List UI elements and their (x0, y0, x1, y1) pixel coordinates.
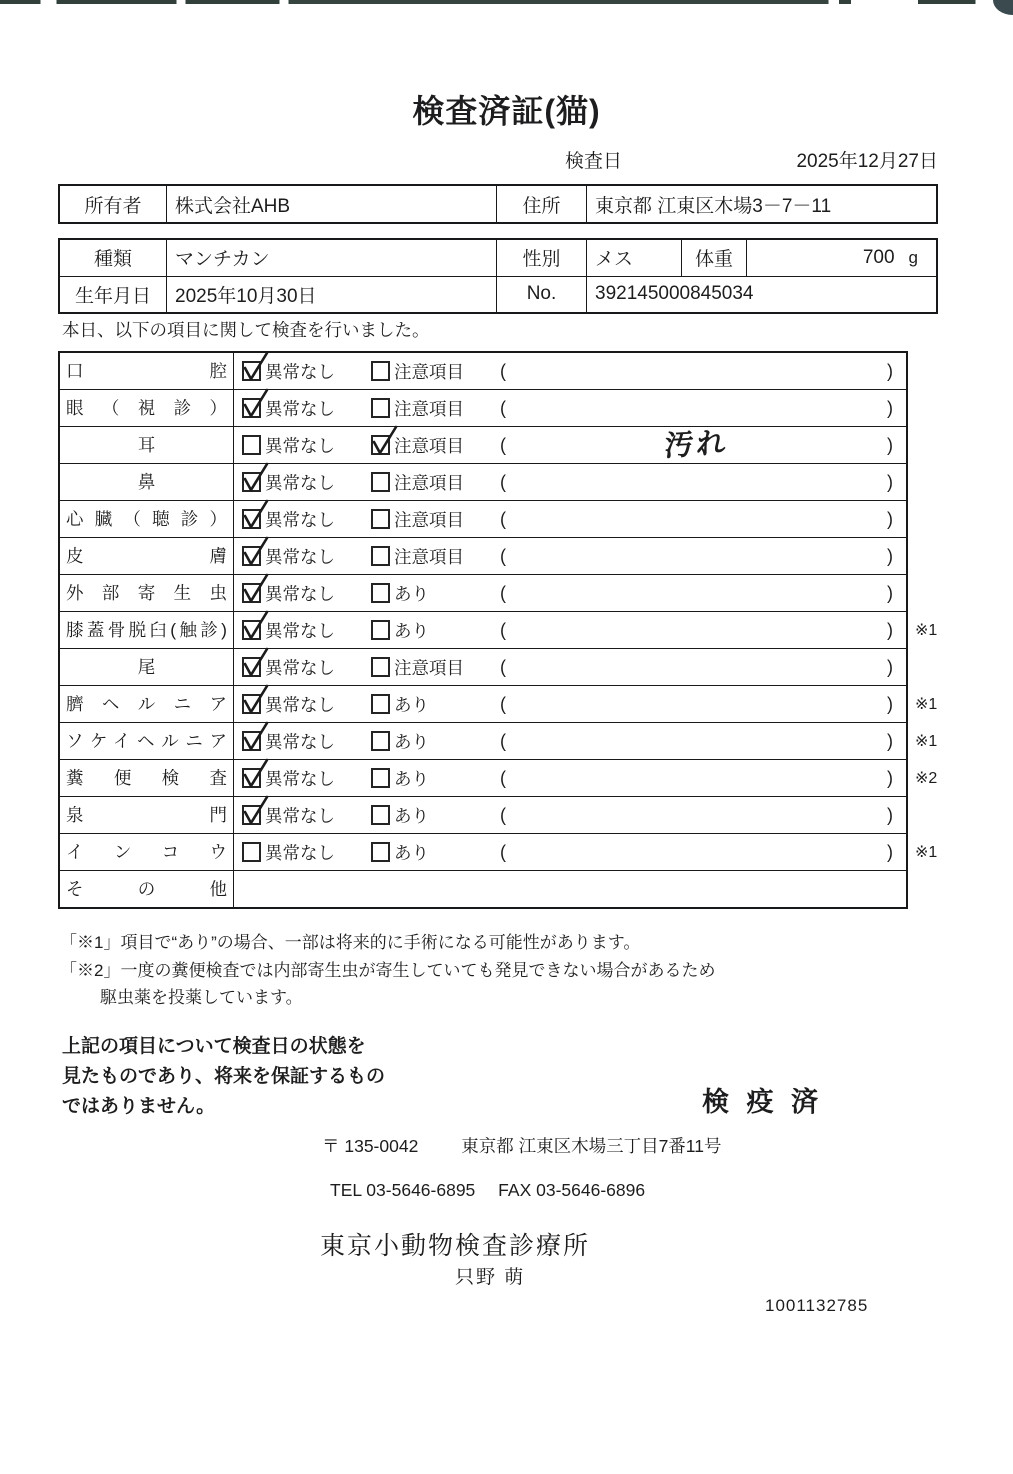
checkbox-unchecked (371, 657, 390, 677)
exam-option (371, 729, 500, 754)
open-paren: ( (500, 471, 506, 492)
exam-note (500, 620, 906, 641)
exam-option (371, 840, 500, 865)
exam-option-label: 注意項目 (394, 361, 464, 382)
exam-option-label: 注意項目 (394, 398, 464, 419)
exam-option (242, 840, 371, 865)
address-label: 住所 (497, 186, 587, 222)
exam-note (500, 694, 906, 715)
exam-note (500, 842, 906, 863)
disclaimer-text (62, 1032, 385, 1122)
exam-option-label: 異常なし (265, 398, 335, 419)
owner-value: 株式会社AHB (167, 186, 497, 222)
quarantine-passed-stamp: 検 疫 済 (702, 1087, 824, 1117)
exam-row (60, 501, 906, 538)
close-paren: ) (887, 693, 893, 714)
footnote-mark: ※1 (915, 622, 938, 639)
exam-option-label: あり (394, 805, 429, 826)
checkbox-checked (242, 805, 261, 825)
disclaimer-line-2: 見たものであり、将来を保証するもの (62, 1066, 386, 1087)
exam-item-label: 泉門 (60, 797, 234, 833)
exam-note (500, 657, 906, 678)
checkbox-unchecked (371, 731, 390, 751)
exam-note (500, 805, 906, 826)
handwritten-note (506, 731, 886, 751)
close-paren: ) (887, 545, 893, 566)
exam-option (371, 803, 500, 828)
close-paren: ) (887, 767, 893, 788)
exam-note (500, 583, 906, 604)
checkbox-checked (242, 657, 261, 677)
close-paren: ) (887, 434, 893, 455)
handwritten-checkmark-icon (239, 387, 271, 420)
exam-item-label: 外部寄生虫 (60, 575, 234, 611)
exam-item-label: ソケイヘルニア (60, 723, 234, 759)
exam-row (60, 538, 906, 575)
footnote-1: 「※1」項目で“あり”の場合、一部は将来的に手術になる可能性があります。 (60, 933, 641, 952)
exam-option (242, 618, 371, 643)
owner-table (58, 184, 938, 224)
exam-note (500, 426, 906, 463)
checkbox-checked (242, 546, 261, 566)
handwritten-note (506, 694, 886, 714)
exam-option (242, 729, 371, 754)
exam-option-label: 注意項目 (394, 509, 464, 530)
exam-option (371, 581, 500, 606)
weight-value-cell (747, 240, 936, 276)
checkbox-checked (242, 509, 261, 529)
open-paren: ( (500, 656, 506, 677)
handwritten-checkmark-icon (239, 461, 271, 494)
exam-option-label: あり (394, 731, 429, 752)
open-paren: ( (500, 397, 506, 418)
exam-row (60, 797, 906, 834)
open-paren: ( (500, 767, 506, 788)
handwritten-note (506, 583, 886, 603)
open-paren: ( (500, 508, 506, 529)
exam-option-label: 異常なし (265, 509, 335, 530)
handwritten-note (506, 842, 886, 862)
handwritten-checkmark-icon (239, 535, 271, 568)
exam-option (242, 470, 371, 495)
checkbox-unchecked (371, 472, 390, 492)
exam-row (60, 353, 906, 390)
exam-option-label: 異常なし (265, 435, 335, 456)
intro-text: 本日、以下の項目に関して検査を行いました。 (62, 320, 430, 340)
open-paren: ( (500, 434, 506, 455)
exam-row-body (234, 390, 906, 426)
footnote-mark: ※1 (915, 844, 938, 861)
breed-value: マンチカン (167, 240, 497, 276)
exam-row-body (234, 649, 906, 685)
exam-option-label: 異常なし (265, 694, 335, 715)
exam-option (242, 544, 371, 569)
exam-item-label: その他 (60, 871, 234, 907)
exam-option (371, 470, 500, 495)
checkbox-unchecked (371, 768, 390, 788)
exam-option (242, 692, 371, 717)
exam-row-body (234, 464, 906, 500)
exam-option-label: 異常なし (265, 472, 335, 493)
exam-option-label: 異常なし (265, 361, 335, 382)
clinic-address-line (322, 1133, 721, 1158)
exam-option-label: 異常なし (265, 768, 335, 789)
exam-note (500, 361, 906, 382)
exam-option-label: あり (394, 694, 429, 715)
clinic-phone-line (330, 1180, 645, 1201)
handwritten-note (506, 509, 886, 529)
checkbox-checked (242, 768, 261, 788)
close-paren: ) (887, 804, 893, 825)
exam-option-label: あり (394, 842, 429, 863)
handwritten-checkmark-icon (239, 350, 271, 383)
exam-item-label: 糞便検査 (60, 760, 234, 796)
exam-row-body (234, 797, 906, 833)
handwritten-checkmark-icon (239, 720, 271, 753)
exam-row-body (234, 760, 906, 796)
handwritten-note (506, 768, 886, 788)
exam-option (242, 766, 371, 791)
checkbox-checked (371, 435, 390, 455)
exam-option (242, 433, 371, 458)
sex-value: メス (587, 240, 682, 276)
exam-note (500, 472, 906, 493)
handwritten-checkmark-icon (239, 609, 271, 642)
microchip-no-label: No. (497, 277, 587, 313)
open-paren: ( (500, 804, 506, 825)
footnote-mark: ※1 (915, 733, 938, 750)
close-paren: ) (887, 471, 893, 492)
close-paren: ) (887, 841, 893, 862)
inspection-date-label: 検査日 (565, 151, 623, 172)
handwritten-note: 汚れ (663, 426, 730, 463)
open-paren: ( (500, 693, 506, 714)
handwritten-checkmark-icon (239, 646, 271, 679)
exam-option-label: 異常なし (265, 546, 335, 567)
exam-row (60, 427, 906, 464)
handwritten-note (506, 546, 886, 566)
pet-info-table (58, 238, 938, 314)
exam-option (242, 359, 371, 384)
exam-row (60, 834, 938, 871)
exam-item-label: 膝蓋骨脱臼(触診) (60, 612, 234, 648)
checkbox-unchecked (371, 620, 390, 640)
open-paren: ( (500, 582, 506, 603)
exam-row (60, 612, 938, 649)
exam-item-label: 皮膚 (60, 538, 234, 574)
open-paren: ( (500, 841, 506, 862)
exam-option-label: 注意項目 (394, 435, 464, 456)
handwritten-note (506, 361, 886, 381)
breed-label: 種類 (60, 240, 167, 276)
scan-artifact-top (0, 0, 1013, 4)
handwritten-note (506, 472, 886, 492)
checkbox-unchecked (371, 398, 390, 418)
exam-option (242, 803, 371, 828)
exam-option (371, 544, 500, 569)
close-paren: ) (887, 656, 893, 677)
exam-row-body (234, 834, 906, 870)
inspection-date-value: 2025年12月27日 (796, 151, 938, 172)
checkbox-unchecked (371, 509, 390, 529)
exam-note (500, 398, 906, 419)
exam-option-label: 異常なし (265, 583, 335, 604)
handwritten-checkmark-icon (368, 424, 400, 457)
open-paren: ( (500, 545, 506, 566)
checkbox-checked (242, 398, 261, 418)
exam-option-label: 異常なし (265, 620, 335, 641)
exam-option (242, 396, 371, 421)
exam-option-label: 異常なし (265, 805, 335, 826)
exam-table (58, 351, 938, 909)
disclaimer-line-1: 上記の項目について検査日の状態を (62, 1036, 366, 1057)
checkbox-unchecked (371, 361, 390, 381)
open-paren: ( (500, 619, 506, 640)
checkbox-checked (242, 620, 261, 640)
exam-row-body (234, 575, 906, 611)
open-paren: ( (500, 360, 506, 381)
pet-row-breed (60, 240, 936, 277)
checkbox-checked (242, 361, 261, 381)
exam-note (500, 546, 906, 567)
close-paren: ) (887, 360, 893, 381)
clinic-name: 東京小動物検査診療所 (320, 1232, 591, 1260)
birthdate-value: 2025年10月30日 (167, 277, 497, 313)
clinic-street-address: 東京都 江東区木場三丁目7番11号 (461, 1136, 722, 1156)
exam-option-label: 異常なし (265, 657, 335, 678)
checkbox-checked (242, 694, 261, 714)
exam-option-label: 注意項目 (394, 657, 464, 678)
scan-artifact-corner (993, 0, 1013, 15)
exam-option (242, 507, 371, 532)
clinic-tel: TEL 03-5646-6895 (330, 1180, 476, 1200)
checkbox-unchecked (371, 546, 390, 566)
exam-option (371, 692, 500, 717)
exam-item-label: 尾 (60, 649, 234, 685)
exam-option (371, 433, 500, 458)
exam-option (371, 396, 500, 421)
exam-item-label: 眼（視診） (60, 390, 234, 426)
checkbox-checked (242, 583, 261, 603)
handwritten-checkmark-icon (239, 498, 271, 531)
exam-row (60, 760, 938, 797)
handwritten-note (506, 398, 886, 418)
exam-option (371, 655, 500, 680)
page-title: 検査済証(猫) (412, 93, 601, 129)
exam-row (60, 575, 906, 612)
close-paren: ) (887, 619, 893, 640)
exam-row (60, 723, 938, 760)
exam-note (500, 509, 906, 530)
exam-item-label: 耳 (60, 427, 234, 463)
footnote-mark: ※2 (915, 770, 938, 787)
exam-row-body (234, 686, 906, 722)
exam-row-body (234, 427, 906, 463)
exam-row (60, 871, 906, 907)
exam-option-label: 異常なし (265, 731, 335, 752)
footnote-2-continued: 駆虫薬を投薬しています。 (100, 988, 303, 1007)
exam-item-label: 心臓（聴診） (60, 501, 234, 537)
footnote-2: 「※2」一度の糞便検査では内部寄生虫が寄生していても発見できない場合があるため (60, 961, 716, 980)
exam-option-label: あり (394, 583, 429, 604)
exam-option (371, 359, 500, 384)
checkbox-unchecked (242, 842, 261, 862)
handwritten-checkmark-icon (239, 572, 271, 605)
microchip-no-value: 392145000845034 (595, 283, 754, 305)
checkbox-checked (242, 731, 261, 751)
exam-option (242, 655, 371, 680)
pet-row-birth (60, 277, 936, 313)
exam-note (500, 731, 906, 752)
exam-row (60, 649, 906, 686)
checkbox-unchecked (242, 435, 261, 455)
handwritten-checkmark-icon (239, 794, 271, 827)
exam-row (60, 686, 938, 723)
checkbox-unchecked (371, 694, 390, 714)
close-paren: ) (887, 730, 893, 751)
owner-label: 所有者 (60, 186, 167, 222)
close-paren: ) (887, 397, 893, 418)
checkbox-unchecked (371, 583, 390, 603)
exam-option (371, 618, 500, 643)
weight-unit: g (908, 247, 918, 267)
exam-option (371, 766, 500, 791)
address-value: 東京都 江東区木場3－7－11 (595, 195, 832, 217)
exam-row-body (234, 612, 906, 648)
document-serial-number: 1001132785 (765, 1296, 869, 1315)
exam-row-body (234, 538, 906, 574)
handwritten-note (506, 657, 886, 677)
exam-item-label: 臍ヘルニア (60, 686, 234, 722)
weight-label: 体重 (682, 240, 747, 276)
exam-row-body (234, 501, 906, 537)
handwritten-note (506, 805, 886, 825)
exam-note (500, 768, 906, 789)
checkbox-unchecked (371, 842, 390, 862)
weight-value: 700 (862, 246, 895, 268)
exam-option (371, 507, 500, 532)
handwritten-checkmark-icon (239, 757, 271, 790)
footnote-mark: ※1 (915, 696, 938, 713)
birthdate-label: 生年月日 (60, 277, 167, 313)
clinic-postal-code: 〒 135-0042 (322, 1136, 419, 1156)
disclaimer-line-3: ではありません。 (62, 1096, 216, 1117)
exam-row-body (234, 723, 906, 759)
exam-item-label: 口腔 (60, 353, 234, 389)
exam-row (60, 464, 906, 501)
exam-option (242, 581, 371, 606)
exam-row-body (234, 871, 906, 907)
close-paren: ) (887, 582, 893, 603)
exam-option-label: 異常なし (265, 842, 335, 863)
exam-item-label: 鼻 (60, 464, 234, 500)
exam-option-label: あり (394, 768, 429, 789)
handwritten-checkmark-icon (239, 683, 271, 716)
checkbox-unchecked (371, 805, 390, 825)
exam-item-label: インコウ (60, 834, 234, 870)
clinic-fax: FAX 03-5646-6896 (498, 1180, 646, 1200)
veterinarian-name: 只野 萌 (455, 1267, 526, 1288)
exam-option-label: あり (394, 620, 429, 641)
exam-option-label: 注意項目 (394, 546, 464, 567)
open-paren: ( (500, 730, 506, 751)
close-paren: ) (887, 508, 893, 529)
handwritten-note (506, 620, 886, 640)
exam-row-body (234, 353, 906, 389)
sex-label: 性別 (497, 240, 587, 276)
exam-option-label: 注意項目 (394, 472, 464, 493)
checkbox-checked (242, 472, 261, 492)
exam-row (60, 390, 906, 427)
